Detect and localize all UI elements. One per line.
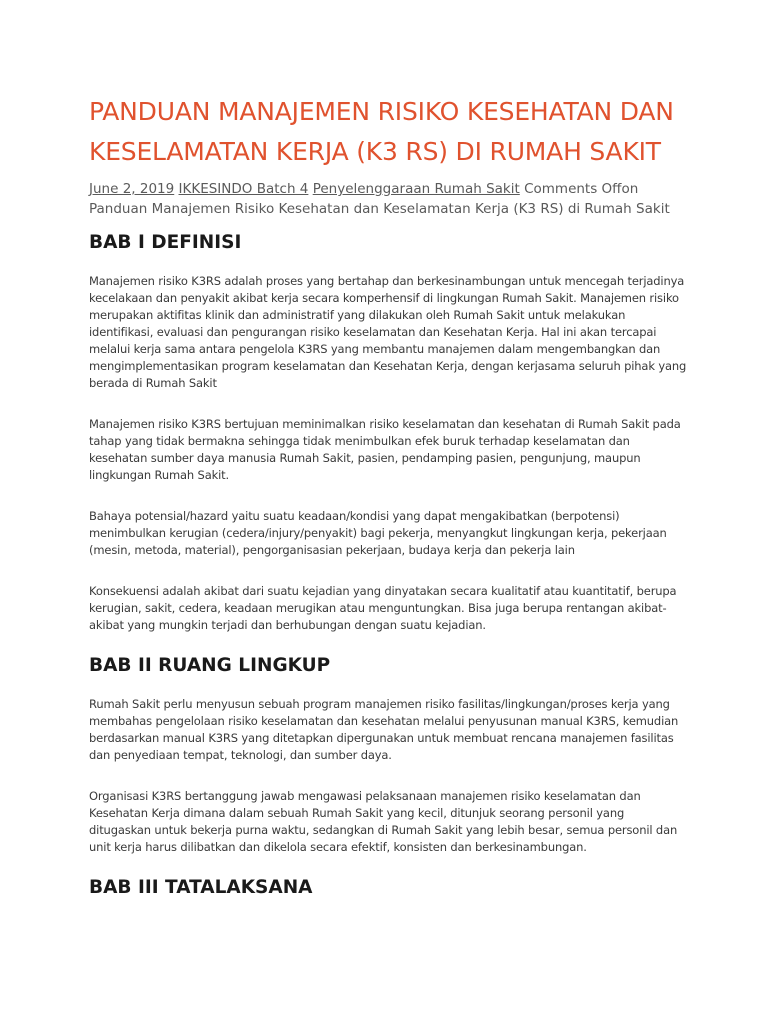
comments-on-label: on (621, 181, 639, 197)
paragraph: Konsekuensi adalah akibat dari suatu kejadian yang dinyatakan secara kualitatif atau kuantitatif, berupa kerugian, sakit, cedera, keadaan merugikan atau menguntungkan. Bisa juga berupa rentangan akibat-akibat yang mungkin terjadi dan berhubungan dengan suatu kejadian. (89, 584, 677, 632)
article-title: PANDUAN MANAJEMEN RISIKO KESEHATAN DAN KESELAMATAN KERJA (K3 RS) DI RUMAH SAKIT (89, 97, 674, 166)
comments-status: Comments Off (524, 181, 622, 197)
paragraph: Manajemen risiko K3RS bertujuan meminimalkan risiko keselamatan dan kesehatan di Rumah Sakit pada tahap yang tidak bermakna sehingga tidak menimbulkan efek buruk terhadap keselamatan dan kesehatan sumber daya manusia Rumah Sakit, pasien, pendamping pasien, pengunjung, maupun lingkungan Rumah Sakit. (89, 417, 681, 482)
paragraph: Rumah Sakit perlu menyusun sebuah program manajemen risiko fasilitas/lingkungan/proses kerja yang membahas pengelolaan risiko keselamatan dan kesehatan melalui penyusunan manual K3RS, kemudian berdasarkan manual K3RS yang ditetapkan dipergunakan untuk membuat rencana manajemen fasilitas dan penyediaan tempat, teknologi, dan sumber daya. (89, 697, 679, 762)
section-heading: BAB III TATALAKSANA (89, 877, 313, 898)
paragraph: Bahaya potensial/hazard yaitu suatu keadaan/kondisi yang dapat mengakibatkan (berpotensi) menimbulkan kerugian (cedera/injury/penyakit) bagi pekerja, menyangkut lingkungan kerja, pekerjaan (mesin, metoda, material), pengorganisasian pekerjaan, budaya kerja dan pekerja lain (89, 509, 667, 557)
paragraph: Manajemen risiko K3RS adalah proses yang bertahap dan berkesinambungan untuk mencegah terjadinya kecelakaan dan penyakit akibat kerja secara komperhensif di lingkungan Rumah Sakit. Manajemen risiko merupakan aktifitas klinik dan administratif yang dilakukan oleh Rumah Sakit untuk melakukan identifikasi, evaluasi dan pengurangan risiko keselamatan dan Kesehatan Kerja. Hal ini akan tercapai melalui kerja sama antara pengelola K3RS yang membantu manajemen dalam mengembangkan dan mengimplementasikan program keselamatan dan Kesehatan Kerja, dengan kerjasama seluruh pihak yang berada di Rumah Sakit (89, 274, 687, 390)
article (89, 92, 689, 901)
post-reference: Panduan Manajemen Risiko Kesehatan dan Keselamatan Kerja (K3 RS) di Rumah Sakit (89, 201, 670, 217)
section-heading: BAB I DEFINISI (89, 232, 242, 253)
post-meta (89, 179, 689, 219)
section-heading: BAB II RUANG LINGKUP (89, 655, 331, 676)
category-link[interactable]: Penyelenggaraan Rumah Sakit (312, 181, 520, 197)
author-link[interactable]: IKKESINDO Batch 4 (178, 181, 309, 197)
paragraph: Organisasi K3RS bertanggung jawab mengawasi pelaksanaan manajemen risiko keselamatan dan Kesehatan Kerja dimana dalam sebuah Rumah Sakit yang kecil, ditunjuk seorang personil yang ditugaskan untuk bekerja purna waktu, sedangkan di Rumah Sakit yang lebih besar, semua personil dan unit kerja harus dilibatkan dan dikelola secara efektif, konsisten dan berkesinambungan. (89, 789, 678, 854)
post-date-link[interactable]: June 2, 2019 (89, 181, 175, 197)
